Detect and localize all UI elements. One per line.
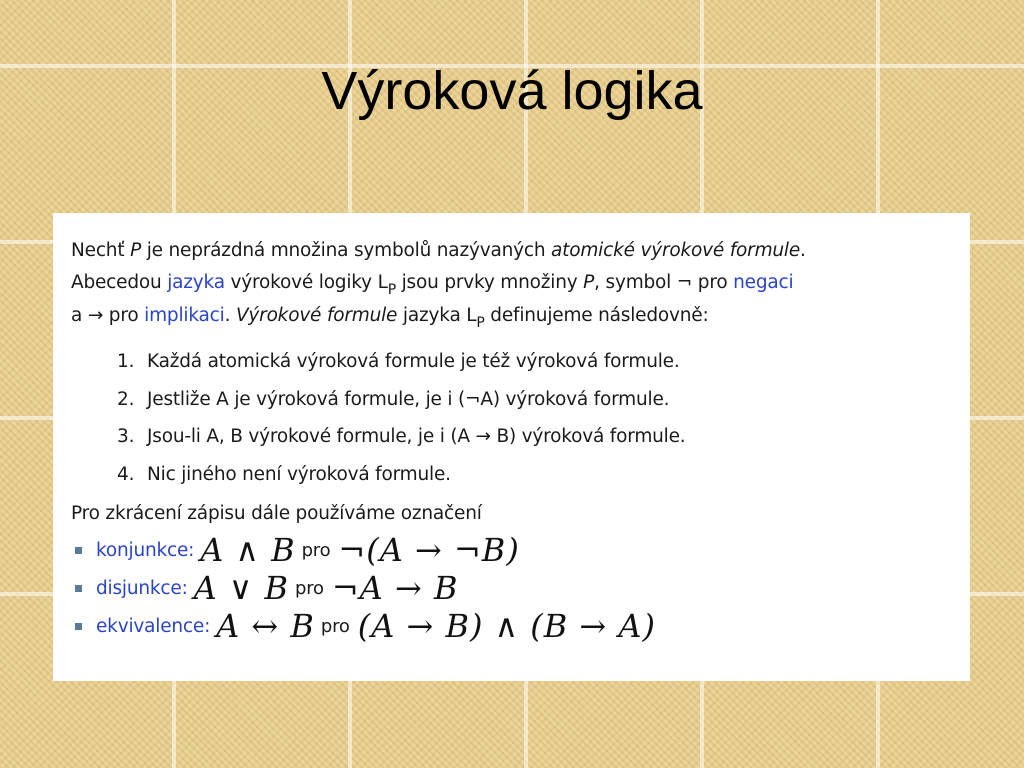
list-item: [117, 381, 952, 419]
intro-text: .: [800, 240, 806, 261]
rule-text: Každá atomická výroková formule je též výroková formule.: [147, 351, 680, 372]
list-item: [117, 456, 952, 494]
rule-number: 2.: [117, 388, 135, 410]
link-implikaci[interactable]: implikaci: [144, 305, 225, 326]
list-item: [117, 418, 952, 456]
rule-text: Jestliže A je výroková formule, je i (¬A) výroková formule.: [147, 388, 670, 410]
intro-text: , symbol ¬ pro: [594, 272, 734, 293]
pro-word: pro: [320, 615, 350, 637]
list-item: [71, 531, 952, 569]
intro-symbol-p: P: [583, 272, 595, 293]
link-ekvivalence[interactable]: ekvivalence:: [96, 615, 211, 637]
pro-word: pro: [295, 577, 324, 599]
formula-lhs: A ∧ B: [200, 531, 296, 569]
rule-number: 4.: [117, 463, 135, 485]
rule-text: Jsou-li A, B výrokové formule, je i (A → B) výroková formule.: [147, 426, 686, 447]
intro-text: je neprázdná množina symbolů nazývaných: [141, 240, 552, 261]
intro-text: Nechť: [71, 240, 131, 261]
rule-number: 1.: [117, 351, 135, 372]
intro-text: jazyka L: [397, 305, 477, 326]
formula-rhs: (A → B) ∧ (B → A): [357, 607, 656, 645]
list-item: [71, 607, 952, 645]
link-jazyka[interactable]: jazyka: [167, 272, 225, 293]
bullet-icon: [75, 623, 82, 630]
intro-symbol-p: P: [130, 240, 142, 261]
content-card: [53, 213, 970, 681]
intro-text: výrokové logiky L: [224, 272, 388, 293]
abbreviations-heading: Pro zkrácení zápisu dále používáme označení: [71, 503, 482, 524]
intro-text: .: [224, 305, 236, 326]
intro-text: definujeme následovně:: [484, 305, 709, 326]
intro-text: jsou prvky množiny: [395, 272, 584, 293]
formula-rhs: ¬A → B: [331, 569, 459, 607]
subscript-p: P: [387, 282, 396, 298]
link-konjunkce[interactable]: konjunkce:: [96, 539, 195, 561]
intro-term-formule: Výrokové formule: [235, 305, 398, 326]
formula-lhs: A ↔ B: [216, 607, 315, 645]
rule-number: 3.: [117, 426, 135, 447]
pro-word: pro: [301, 539, 331, 561]
intro-text: a → pro: [71, 305, 145, 326]
bullet-icon: [75, 547, 82, 554]
abbreviations-list: [71, 531, 952, 645]
link-disjunkce[interactable]: disjunkce:: [96, 577, 188, 599]
bullet-icon: [75, 585, 82, 592]
intro-paragraph: [71, 235, 952, 333]
list-item: [71, 569, 952, 607]
intro-text: Abecedou: [71, 272, 168, 293]
slide-title: Výroková logika: [321, 61, 703, 121]
subscript-p: P: [476, 315, 485, 331]
rule-text: Nic jiného není výroková formule.: [147, 463, 451, 485]
link-negaci[interactable]: negaci: [733, 272, 794, 293]
formula-rhs: ¬(A → ¬B): [338, 531, 520, 569]
formula-lhs: A ∨ B: [193, 569, 290, 607]
intro-term-atomic: atomické výrokové formule: [551, 240, 801, 261]
list-item: [117, 343, 952, 381]
rules-list: [71, 343, 952, 493]
